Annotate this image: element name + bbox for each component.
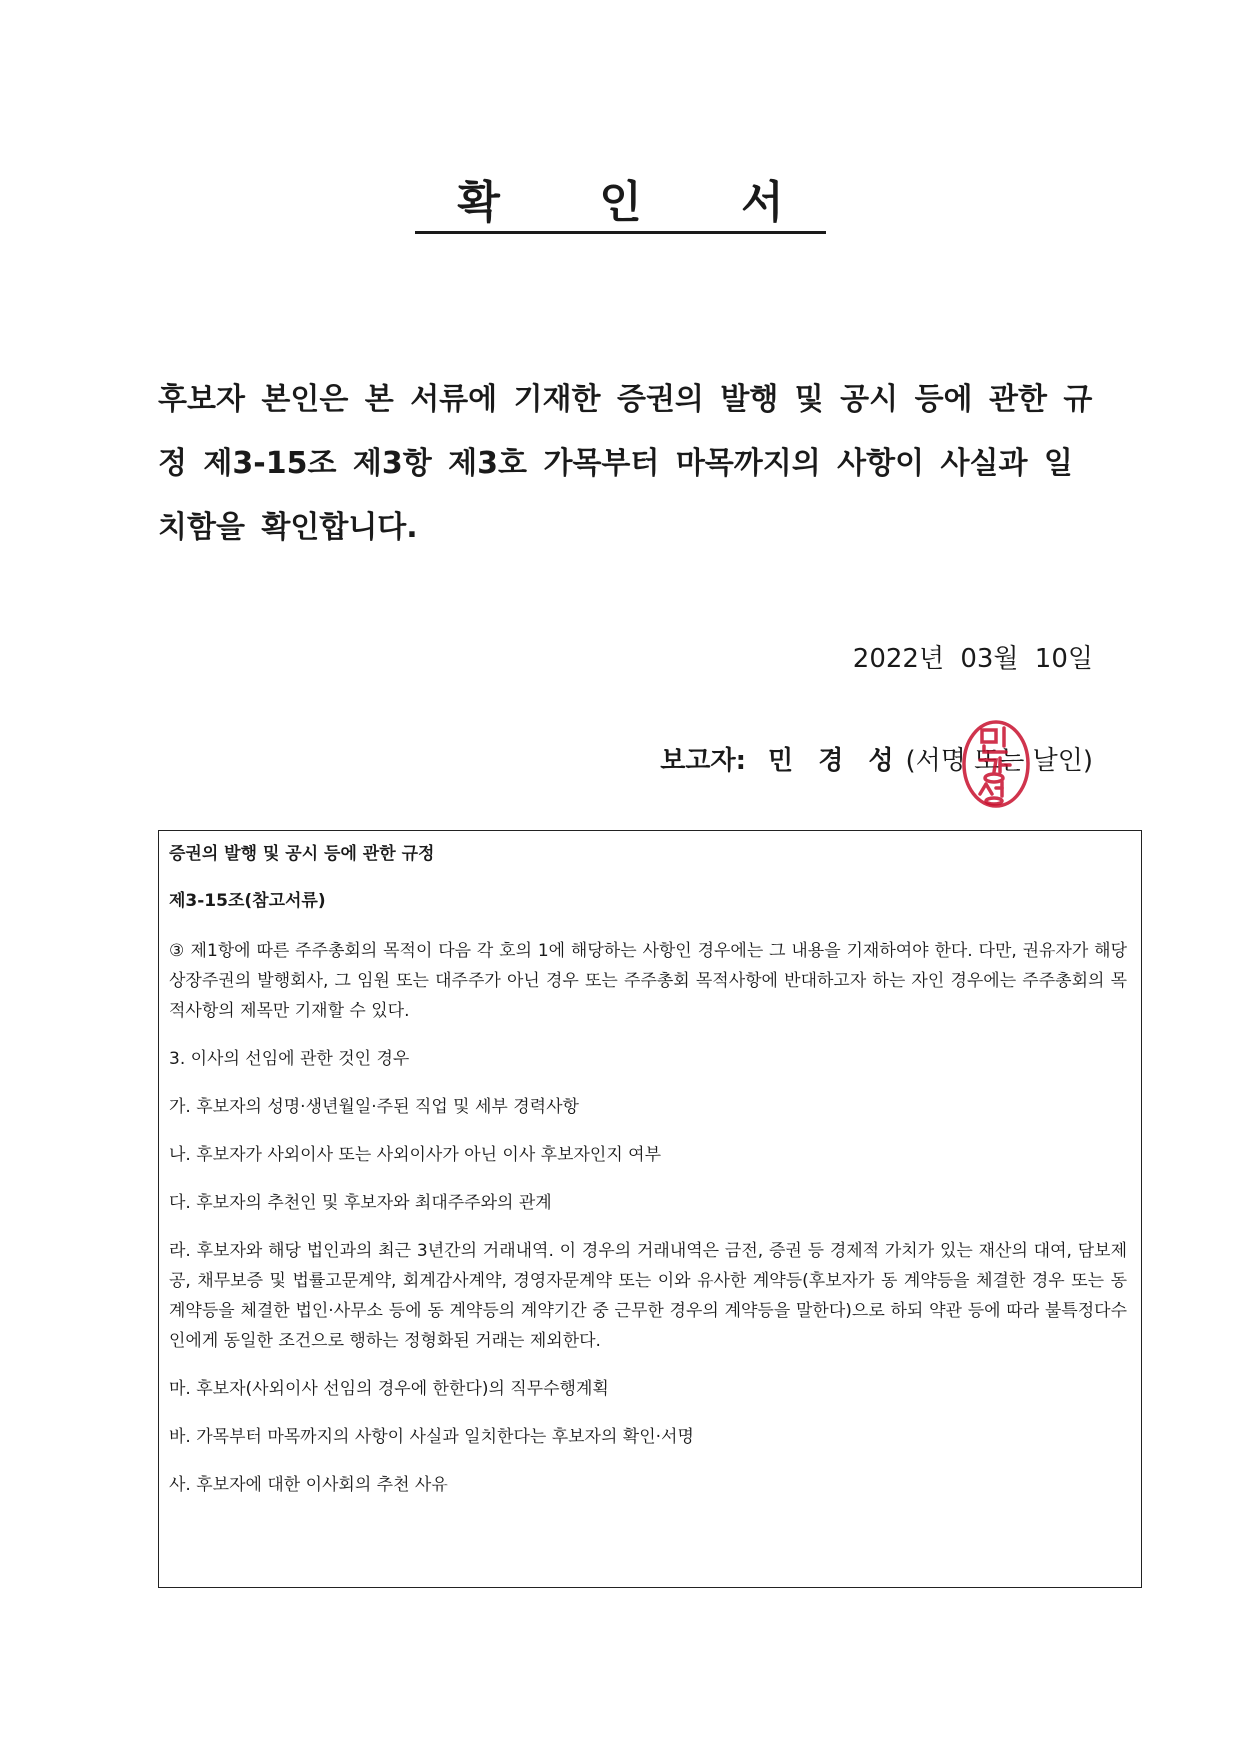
document-date: 2022년 03월 10일 <box>852 644 1093 674</box>
reporter-line <box>660 740 1093 777</box>
regulation-heading: 증권의 발행 및 공시 등에 관한 규정 <box>169 844 435 864</box>
regulation-paragraph: ③ 제1항에 따른 주주총회의 목적이 다음 각 호의 1에 해당하는 사항인 경우에는 그 내용을 기재하여야 한다. 다만, 권유자가 해당 상장주권의 발행회사, 그 임원 또는 대주주가 아닌 경우 또는 주주총회 목적사항에 반대하고자 하는 자인 경우에는 주주총회의 목적사항의 제목만 기재할 수 있다. <box>169 941 1127 1021</box>
reporter-name: 민 경 성 <box>768 746 902 776</box>
signature-note: (서명 또는 날인) <box>905 746 1093 776</box>
regulation-item: 라. 후보자와 해당 법인과의 최근 3년간의 거래내역. 이 경우의 거래내역은 금전, 증권 등 경제적 가치가 있는 재산의 대여, 담보제공, 채무보증 및 법률고문계약, 회계감사계약, 경영자문계약 또는 이와 유사한 계약등(후보자가 동 계약등을 체결한 경우 또는 동 계약등을 체결한 법인·사무소 등에 동 계약등의 계약기간 중 근무한 경우의 계약등을 말한다)으로 하되 약관 등에 따라 불특정다수인에게 동일한 조건으로 행하는 정형화된 거래는 제외한다. <box>169 1241 1127 1351</box>
regulation-item: 다. 후보자의 추천인 및 후보자와 최대주주와의 관계 <box>169 1193 552 1213</box>
statement-line-1: 후보자 본인은 본 서류에 기재한 증권의 발행 및 공시 등에 관한 규 <box>158 382 1093 417</box>
regulation-reference-box <box>158 830 1142 1588</box>
statement-line-2: 정 제3-15조 제3항 제3호 가목부터 마목까지의 사항이 사실과 일 <box>158 446 1073 481</box>
regulation-item: 3. 이사의 선임에 관한 것인 경우 <box>169 1049 410 1069</box>
regulation-item: 나. 후보자가 사외이사 또는 사외이사가 아닌 이사 후보자인지 여부 <box>169 1145 662 1165</box>
regulation-item: 가. 후보자의 성명·생년월일·주된 직업 및 세부 경력사항 <box>169 1097 579 1117</box>
regulation-item: 마. 후보자(사외이사 선임의 경우에 한한다)의 직무수행계획 <box>169 1379 609 1399</box>
statement-line-3: 치함을 확인합니다. <box>158 510 418 545</box>
regulation-article: 제3-15조(참고서류) <box>169 891 326 911</box>
document-title: 확 인 서 <box>415 178 825 234</box>
document-title-wrap <box>0 178 1241 234</box>
regulation-item: 사. 후보자에 대한 이사회의 추천 사유 <box>169 1475 448 1495</box>
confirmation-statement <box>158 368 1098 560</box>
regulation-item: 바. 가목부터 마목까지의 사항이 사실과 일치한다는 후보자의 확인·서명 <box>169 1427 694 1447</box>
reporter-label: 보고자: <box>660 746 747 776</box>
